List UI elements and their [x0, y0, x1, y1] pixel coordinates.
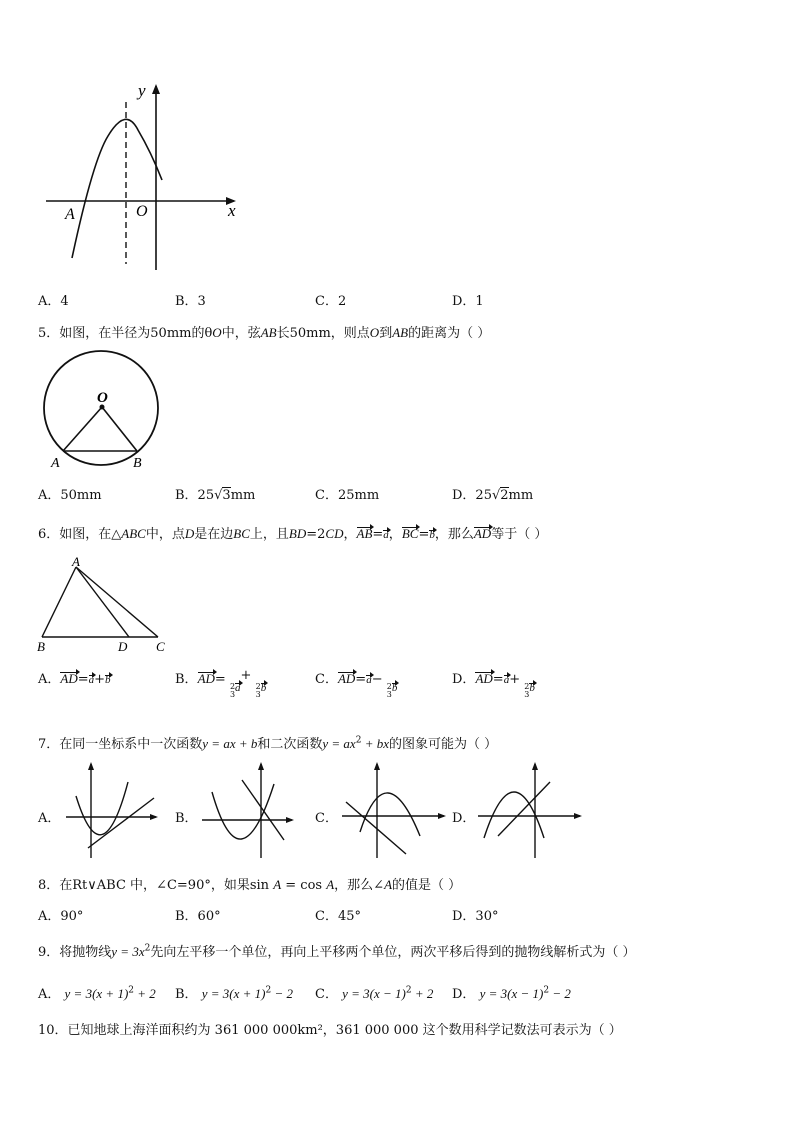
- q9-option-c[interactable]: C． $y = 3(x - 1)^2 + 2$: [315, 985, 434, 1002]
- y-axis-arrow: [258, 762, 264, 770]
- q7-option-a-label[interactable]: A．: [38, 811, 61, 826]
- vector-a: a: [503, 674, 510, 686]
- y-axis-arrow: [532, 762, 538, 770]
- q8-sin: sin: [249, 878, 270, 893]
- parabola-curve: [360, 793, 420, 836]
- q5-stem-ab: AB: [260, 325, 277, 340]
- q7-stem-c: 的图象可能为（ ）: [388, 737, 498, 752]
- q5-option-d[interactable]: [452, 484, 533, 503]
- q5-circle-figure: [36, 345, 166, 473]
- point-c-label: C: [156, 639, 165, 654]
- q8-a3: A: [384, 877, 393, 892]
- x-axis-arrow: [574, 813, 582, 819]
- q5-stem-ab2: AB: [392, 325, 409, 340]
- q9-stem-a: 9．将抛物线: [38, 945, 112, 960]
- vector-b: b: [429, 529, 435, 541]
- fraction: 2 3: [386, 682, 392, 699]
- q7-option-d-label[interactable]: D．: [452, 811, 476, 826]
- q6-triangle-figure: [34, 555, 174, 655]
- q7-stem-b: 和二次函数: [257, 737, 323, 752]
- sqrt-symbol: √: [491, 488, 501, 503]
- q10-stem: 10．已知地球上海洋面积约为 361 000 000km²，361 000 000 这个数用科学记数法可表示为（ ）: [38, 1023, 622, 1038]
- vector-ad: AD: [473, 526, 492, 541]
- sqrt-symbol: √: [214, 488, 223, 503]
- q6-stem-comma: ，: [343, 527, 357, 542]
- line-graph: [498, 782, 550, 836]
- q6-b-label: B．: [175, 672, 198, 687]
- q6-stem: 6．如图，在△ABC中，点D是在边BC上，且BD=2CD，AB=a，BC=b，那么AD等于（ ）: [38, 526, 548, 542]
- point-a-label: A: [51, 456, 60, 471]
- q6-stem-b: 中，点: [145, 527, 185, 542]
- vector-bc: BC: [401, 526, 419, 541]
- point-a-label: A: [72, 555, 80, 569]
- q6-stem-bc: BC: [233, 526, 250, 541]
- x-axis-arrow: [286, 817, 294, 823]
- q6-option-b[interactable]: B．AD= 2 3a+ 2 3b: [175, 668, 267, 699]
- q5-stem-d: 到: [379, 326, 393, 341]
- q5-option-a[interactable]: A．50mm: [38, 488, 102, 503]
- vector-b: b: [105, 674, 111, 686]
- point-a-label: A: [65, 206, 75, 223]
- side-ab: [42, 567, 76, 637]
- q6-stem-cd: CD: [325, 526, 344, 541]
- q9-exponent: 2: [144, 943, 151, 954]
- q8-eqcos: = cos: [281, 878, 327, 893]
- q5-stem-o: O: [212, 325, 222, 340]
- q5-option-c[interactable]: C．25mm: [315, 488, 380, 503]
- circle-symbol: θ: [204, 326, 213, 341]
- q6-option-a[interactable]: A．AD=a+b: [38, 671, 111, 687]
- q7-exponent: 2: [355, 735, 362, 746]
- q5-stem-e: 的距离为（ ）: [408, 326, 491, 341]
- fraction: 2 3: [229, 682, 236, 699]
- q5-stem-a: 5．如图，在半径为50mm的: [38, 326, 205, 341]
- q5-stem: [38, 322, 490, 341]
- q8-option-c[interactable]: C．45°: [315, 909, 361, 924]
- q8-stem: [38, 874, 461, 893]
- q6-a-label: A．: [38, 672, 61, 687]
- line-graph: [242, 780, 284, 840]
- q6-stem-f: 等于（ ）: [491, 527, 548, 542]
- q5-option-b[interactable]: [175, 484, 255, 503]
- q8-a2: A: [326, 877, 335, 892]
- q7-stem: [38, 733, 497, 752]
- q8-stem-b: ，那么∠: [334, 878, 385, 893]
- point-b-label: B: [37, 639, 45, 654]
- q9-stem-b: 先向左平移一个单位，再向上平移两个单位，两次平移后得到的抛物线解析式为（ ）: [150, 945, 636, 960]
- origin-label: O: [136, 203, 148, 220]
- q5-d-rad: 2: [500, 488, 509, 503]
- y-axis-arrow: [88, 762, 94, 770]
- q7-option-b-label[interactable]: B．: [175, 811, 198, 826]
- q6-stem-a: 6．如图，在: [38, 527, 112, 542]
- q6-stem-d-pt: D: [184, 526, 195, 541]
- y-axis-arrow: [374, 762, 380, 770]
- radius-ob: [102, 407, 137, 451]
- q6-eq-b: =: [418, 527, 430, 542]
- q6-stem-abc: ABC: [121, 526, 146, 541]
- q5-stem-b: 中，弦: [221, 326, 261, 341]
- q9-option-b[interactable]: B． $y = 3(x + 1)^2 - 2$: [175, 985, 293, 1002]
- q9-option-a[interactable]: A． $y = 3(x + 1)^2 + 2$: [38, 985, 156, 1002]
- q9-option-d[interactable]: D． $y = 3(x - 1)^2 - 2$: [452, 985, 571, 1002]
- q6-stem-e: ，那么: [434, 527, 474, 542]
- fraction: 2 3: [524, 682, 530, 699]
- q7-graph-a[interactable]: [62, 760, 162, 860]
- vector-ab: AB: [356, 526, 373, 541]
- parabola-curve: [76, 782, 128, 835]
- q5-stem-o2: O: [369, 325, 380, 340]
- q5-stem-c: 长50mm，则点: [276, 326, 370, 341]
- q6-option-d[interactable]: D．AD=a+ 2 3b: [452, 671, 535, 699]
- vector-ad: AD: [60, 671, 78, 686]
- triangle-symbol: △: [111, 527, 122, 542]
- vector-ad: AD: [475, 671, 493, 686]
- q9-func: y = 3x: [111, 944, 145, 959]
- vector-ad: AD: [197, 671, 215, 686]
- q7-graph-c[interactable]: [340, 760, 450, 860]
- q5-b-pre: B．25: [175, 488, 215, 503]
- x-axis-arrow: [150, 814, 158, 820]
- q7-graph-b[interactable]: [198, 760, 298, 860]
- vector-a: a: [366, 674, 372, 686]
- q7-quad-func: y = ax: [322, 736, 356, 751]
- q4-option-b[interactable]: B．3: [175, 294, 206, 309]
- y-axis-arrow: [152, 84, 160, 94]
- q5-b-rad: 3: [222, 488, 231, 503]
- q4-option-d[interactable]: D．1: [452, 294, 484, 309]
- q7-option-c-label[interactable]: C．: [315, 811, 338, 826]
- q8-option-b[interactable]: B．60°: [175, 909, 221, 924]
- q7-linear-func: y = ax + b: [202, 736, 258, 751]
- line-graph: [346, 802, 406, 854]
- q6-stem-c: 是在边: [194, 527, 234, 542]
- side-ac: [76, 567, 158, 637]
- q8-stem-c: 的值是（ ）: [392, 878, 462, 893]
- q8-stem-a: 8．在Rt∨ABC 中，∠C=90°，如果: [38, 878, 250, 893]
- vector-ad: AD: [337, 671, 356, 686]
- x-axis-label: x: [228, 201, 236, 220]
- vector-a: a: [235, 682, 241, 694]
- point-b-label: B: [133, 456, 142, 471]
- point-d-label: D: [118, 639, 128, 654]
- q6-eq-a: =: [372, 527, 384, 542]
- parabola-curve: [72, 119, 162, 258]
- center-o-label: O: [97, 390, 108, 406]
- q6-option-c[interactable]: C．AD=a− 2 3b: [315, 671, 398, 699]
- q8-option-a[interactable]: A．90°: [38, 909, 84, 924]
- q6-d-label: D．: [452, 672, 476, 687]
- q6-stem-bd: BD: [288, 526, 307, 541]
- q6-stem-eq: =2: [306, 527, 326, 542]
- q5-b-unit: mm: [230, 488, 256, 503]
- vector-b: b: [391, 682, 398, 694]
- q8-option-d[interactable]: D．30°: [452, 909, 499, 924]
- q4-option-c[interactable]: C．2: [315, 294, 347, 309]
- q4-parabola-graph: [38, 80, 248, 275]
- q4-option-a[interactable]: A．4: [38, 294, 69, 309]
- y-axis-label: y: [138, 81, 146, 100]
- q6-c-label: C．: [315, 672, 338, 687]
- q7-graph-d[interactable]: [476, 760, 586, 860]
- q5-d-pre: D．25: [452, 488, 492, 503]
- q8-a1: A: [273, 877, 282, 892]
- vector-a: a: [88, 674, 95, 686]
- q7-stem-a: 7．在同一坐标系中一次函数: [38, 737, 203, 752]
- q9-stem: [38, 941, 635, 960]
- radius-oa: [63, 407, 102, 451]
- fraction: 2 3: [255, 682, 261, 699]
- q7-quad-func-b: + bx: [361, 736, 389, 751]
- q5-d-unit: mm: [508, 488, 534, 503]
- vector-a: a: [383, 529, 389, 541]
- segment-ad: [76, 567, 129, 637]
- x-axis-arrow: [438, 813, 446, 819]
- q6-stem-d: 上，且: [249, 527, 289, 542]
- vector-b: b: [260, 682, 267, 694]
- vector-b: b: [529, 682, 535, 694]
